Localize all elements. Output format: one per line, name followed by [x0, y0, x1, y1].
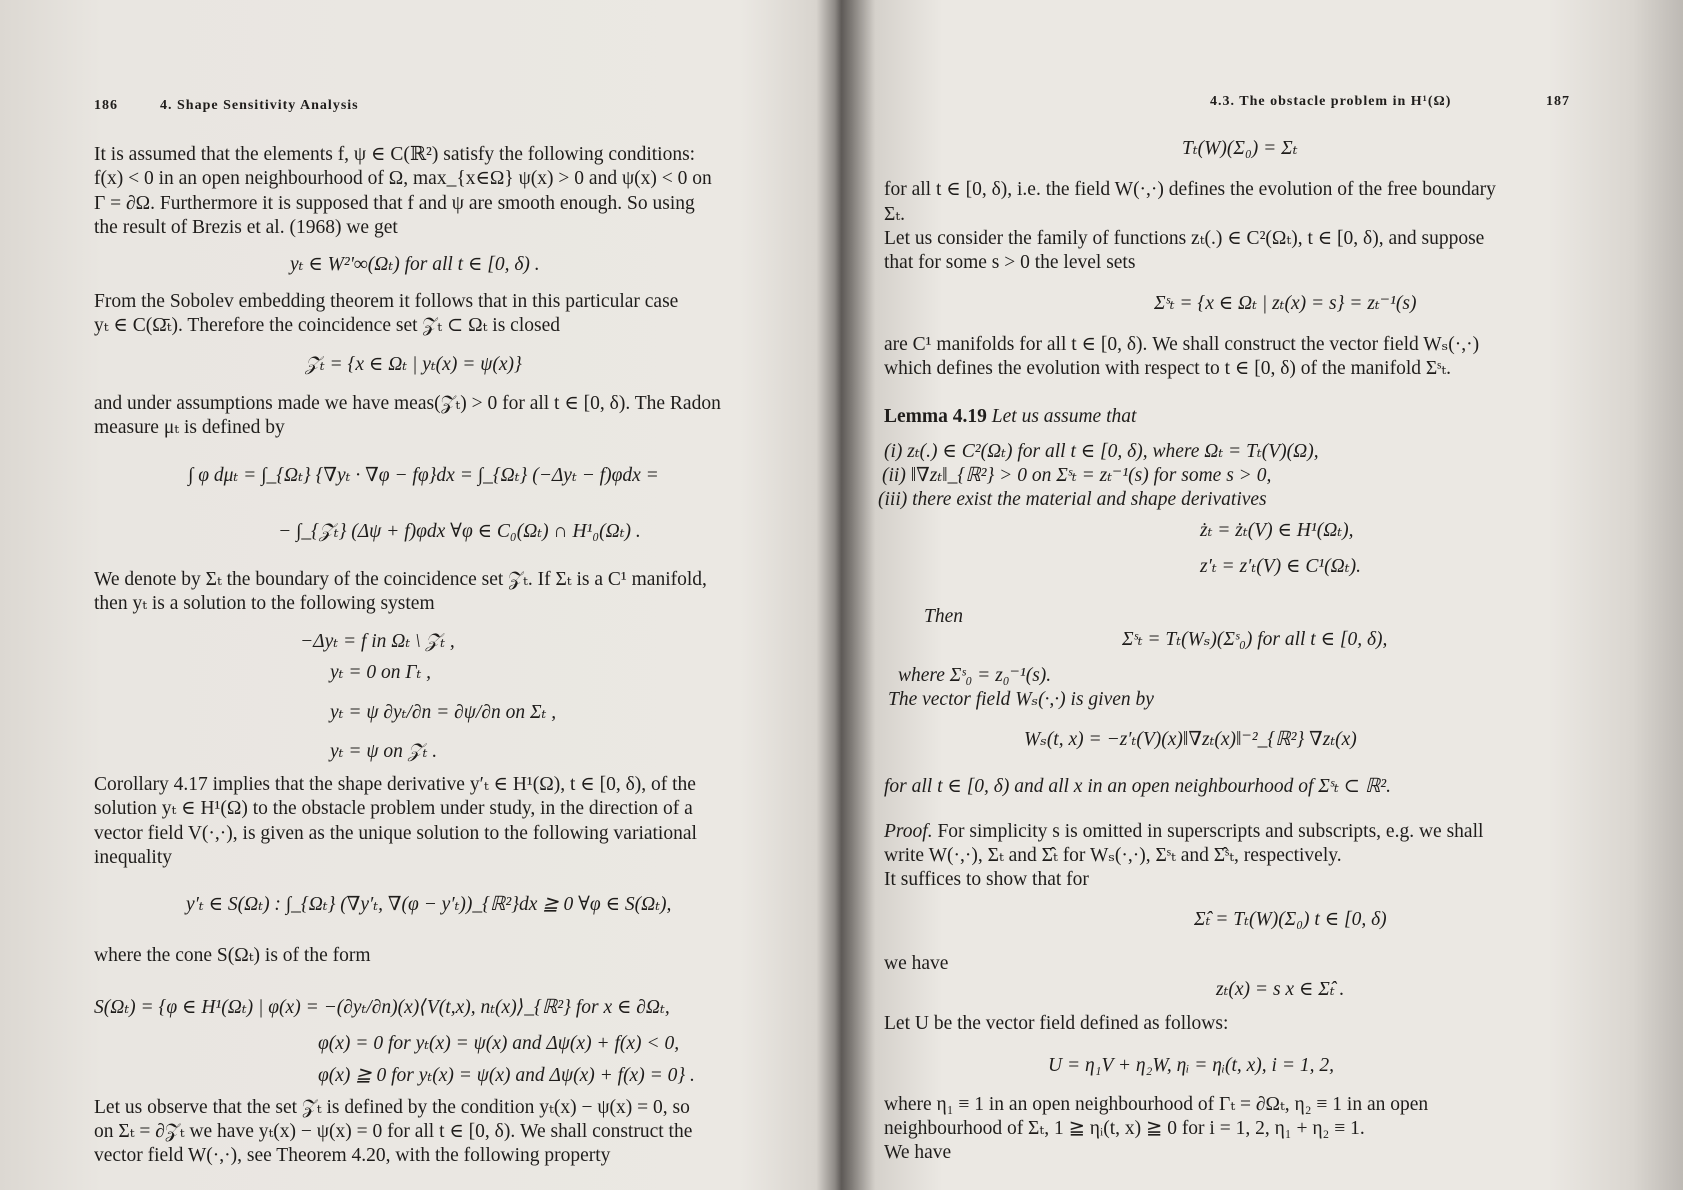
- text-line: where the cone S(Ωₜ) is of the form: [94, 945, 371, 966]
- text-line: the result of Brezis et al. (1968) we get: [94, 217, 398, 238]
- text-line: write W(·,·), Σₜ and Σ̂ₜ for Wₛ(·,·), Σˢₜ and Σ̂ˢₜ, respectively.: [884, 845, 1342, 866]
- text-line: which defines the evolution with respect to t ∈ [0, δ) of the manifold Σˢₜ.: [884, 358, 1452, 379]
- text-line: Let us observe that the set 𝒵ₜ is defined by the condition yₜ(x) − ψ(x) = 0, so: [94, 1097, 690, 1118]
- text-line: where η₁ ≡ 1 in an open neighbourhood of Γₜ = ∂Ωₜ, η₂ ≡ 1 in an open: [884, 1094, 1429, 1115]
- text-line: Σₜ.: [884, 204, 906, 225]
- equation: Wₛ(t, x) = −z′ₜ(V)(x)‖∇zₜ(x)‖⁻²_{ℝ²} ∇zₜ(x): [1024, 729, 1357, 750]
- equation: ∫ φ dμₜ = ∫_{Ωₜ} {∇yₜ · ∇φ − fφ}dx = ∫_{Ωₜ} (−Δyₜ − f)φdx =: [188, 465, 659, 486]
- equation: Tₜ(W)(Σ₀) = Σₜ: [1182, 138, 1298, 159]
- equation: − ∫_{𝒵ₜ} (Δψ + f)φdx ∀φ ∈ C₀(Ωₜ) ∩ H¹₀(Ωₜ) .: [278, 521, 641, 542]
- equation: z′ₜ = z′ₜ(V) ∈ C¹(Ωₜ).: [1200, 556, 1361, 577]
- text-line: that for some s > 0 the level sets: [884, 252, 1136, 273]
- text-line: inequality: [94, 847, 172, 868]
- equation: φ(x) = 0 for yₜ(x) = ψ(x) and Δψ(x) + f(x) < 0,: [318, 1033, 680, 1054]
- equation: −Δyₜ = f in Ωₜ \ 𝒵ₜ ,: [300, 631, 455, 652]
- lemma-item: (i) zₜ(.) ∈ C²(Ωₜ) for all t ∈ [0, δ), where Ωₜ = Tₜ(V)(Ω),: [884, 441, 1319, 462]
- proof-text: For simplicity s is omitted in superscripts and subscripts, e.g. we shall: [937, 821, 1484, 842]
- equation: S(Ωₜ) = {φ ∈ H¹(Ωₜ) | φ(x) = −(∂yₜ/∂n)(x)⟨V(t,x), nₜ(x)⟩_{ℝ²} for x ∈ ∂Ωₜ,: [94, 997, 670, 1018]
- left-page: [0, 0, 800, 1190]
- left-running-title: 4. Shape Sensitivity Analysis: [160, 98, 359, 113]
- text-line: then yₜ is a solution to the following system: [94, 593, 435, 614]
- text-line: we have: [884, 953, 949, 974]
- equation: yₜ = ψ on 𝒵ₜ .: [330, 741, 438, 762]
- text-line: We have: [884, 1142, 952, 1163]
- equation: U = η₁V + η₂W, ηᵢ = ηᵢ(t, x), i = 1, 2,: [1048, 1055, 1335, 1076]
- lemma-title: Lemma 4.19: [884, 406, 987, 427]
- equation: Σˢₜ = Tₜ(Wₛ)(Σˢ₀) for all t ∈ [0, δ),: [1122, 629, 1388, 650]
- left-page-number: 186: [94, 98, 118, 113]
- lemma-item: (iii) there exist the material and shape derivatives: [878, 489, 1267, 510]
- text-line: vector field W(·,·), see Theorem 4.20, with the following property: [94, 1145, 611, 1166]
- equation: yₜ = 0 on Γₜ ,: [330, 662, 432, 683]
- lemma-then: Then: [924, 606, 963, 627]
- lemma-heading: [884, 405, 1136, 429]
- right-page: [860, 0, 1683, 1190]
- text-line: for all t ∈ [0, δ), i.e. the field W(·,·) defines the evolution of the free boundary: [884, 179, 1496, 200]
- text-line: on Σₜ = ∂𝒵ₜ we have yₜ(x) − ψ(x) = 0 for all t ∈ [0, δ). We shall construct the: [94, 1121, 693, 1142]
- text-line: vector field V(·,·), is given as the unique solution to the following variational: [94, 823, 697, 844]
- text-line: are C¹ manifolds for all t ∈ [0, δ). We shall construct the vector field Wₛ(·,·): [884, 334, 1480, 355]
- right-running-title: 4.3. The obstacle problem in H¹(Ω): [1210, 94, 1452, 109]
- text-line: We denote by Σₜ the boundary of the coincidence set 𝒵ₜ. If Σₜ is a C¹ manifold,: [94, 569, 707, 590]
- text-line: solution yₜ ∈ H¹(Ω) to the obstacle problem under study, in the direction of a: [94, 798, 693, 819]
- text-line: From the Sobolev embedding theorem it follows that in this particular case: [94, 291, 679, 312]
- text-line: It suffices to show that for: [884, 869, 1089, 890]
- lemma-intro: Let us assume that: [991, 406, 1137, 427]
- equation: Σˢₜ = {x ∈ Ωₜ | zₜ(x) = s} = zₜ⁻¹(s): [1154, 293, 1417, 314]
- text-line: Γ = ∂Ω. Furthermore it is supposed that f and ψ are smooth enough. So using: [94, 193, 695, 214]
- equation: yₜ = ψ ∂yₜ/∂n = ∂ψ/∂n on Σₜ ,: [330, 702, 557, 723]
- equation: 𝒵ₜ = {x ∈ Ωₜ | yₜ(x) = ψ(x)}: [305, 354, 522, 375]
- proof-label: Proof.: [884, 821, 933, 842]
- right-page-number: 187: [1546, 94, 1570, 109]
- text-line: yₜ ∈ C(Ω̄ₜ). Therefore the coincidence set 𝒵ₜ ⊂ Ωₜ is closed: [94, 315, 560, 336]
- text-line: f(x) < 0 in an open neighbourhood of Ω, max_{x∈Ω} ψ(x) > 0 and ψ(x) < 0 on: [94, 168, 712, 189]
- text-line: and under assumptions made we have meas(𝒵ₜ) > 0 for all t ∈ [0, δ). The Radon: [94, 393, 721, 414]
- equation: yₜ ∈ W²'∞(Ωₜ) for all t ∈ [0, δ) .: [290, 254, 540, 275]
- text-line: where Σˢ₀ = z₀⁻¹(s).: [898, 665, 1052, 686]
- text-line: Let U be the vector field defined as follows:: [884, 1013, 1229, 1034]
- lemma-item: (ii) ‖∇zₜ‖_{ℝ²} > 0 on Σˢₜ = zₜ⁻¹(s) for some s > 0,: [882, 465, 1272, 486]
- text-line: for all t ∈ [0, δ) and all x in an open neighbourhood of Σˢₜ ⊂ ℝ².: [884, 776, 1392, 797]
- text-line: The vector field Wₛ(·,·) is given by: [888, 689, 1154, 710]
- equation: φ(x) ≧ 0 for yₜ(x) = ψ(x) and Δψ(x) + f(x) = 0} .: [318, 1065, 695, 1086]
- text-line: It is assumed that the elements f, ψ ∈ C(ℝ²) satisfy the following conditions:: [94, 144, 696, 165]
- proof-line: [884, 820, 1483, 844]
- text-line: Corollary 4.17 implies that the shape derivative y′ₜ ∈ H¹(Ω), t ∈ [0, δ), of the: [94, 774, 696, 795]
- equation: żₜ = żₜ(V) ∈ H¹(Ωₜ),: [1200, 520, 1354, 541]
- equation: Σ̂ₜ = Tₜ(W)(Σ₀) t ∈ [0, δ): [1194, 909, 1387, 930]
- equation: y′ₜ ∈ S(Ωₜ) : ∫_{Ωₜ} (∇y′ₜ, ∇(φ − y′ₜ))_{ℝ²}dx ≧ 0 ∀φ ∈ S(Ωₜ),: [186, 894, 672, 915]
- text-line: measure μₜ is defined by: [94, 417, 285, 438]
- text-line: Let us consider the family of functions zₜ(.) ∈ C²(Ωₜ), t ∈ [0, δ), and suppose: [884, 228, 1485, 249]
- equation: zₜ(x) = s x ∈ Σ̂ₜ .: [1216, 979, 1345, 1000]
- text-line: neighbourhood of Σₜ, 1 ≧ ηᵢ(t, x) ≧ 0 for i = 1, 2, η₁ + η₂ ≡ 1.: [884, 1118, 1365, 1139]
